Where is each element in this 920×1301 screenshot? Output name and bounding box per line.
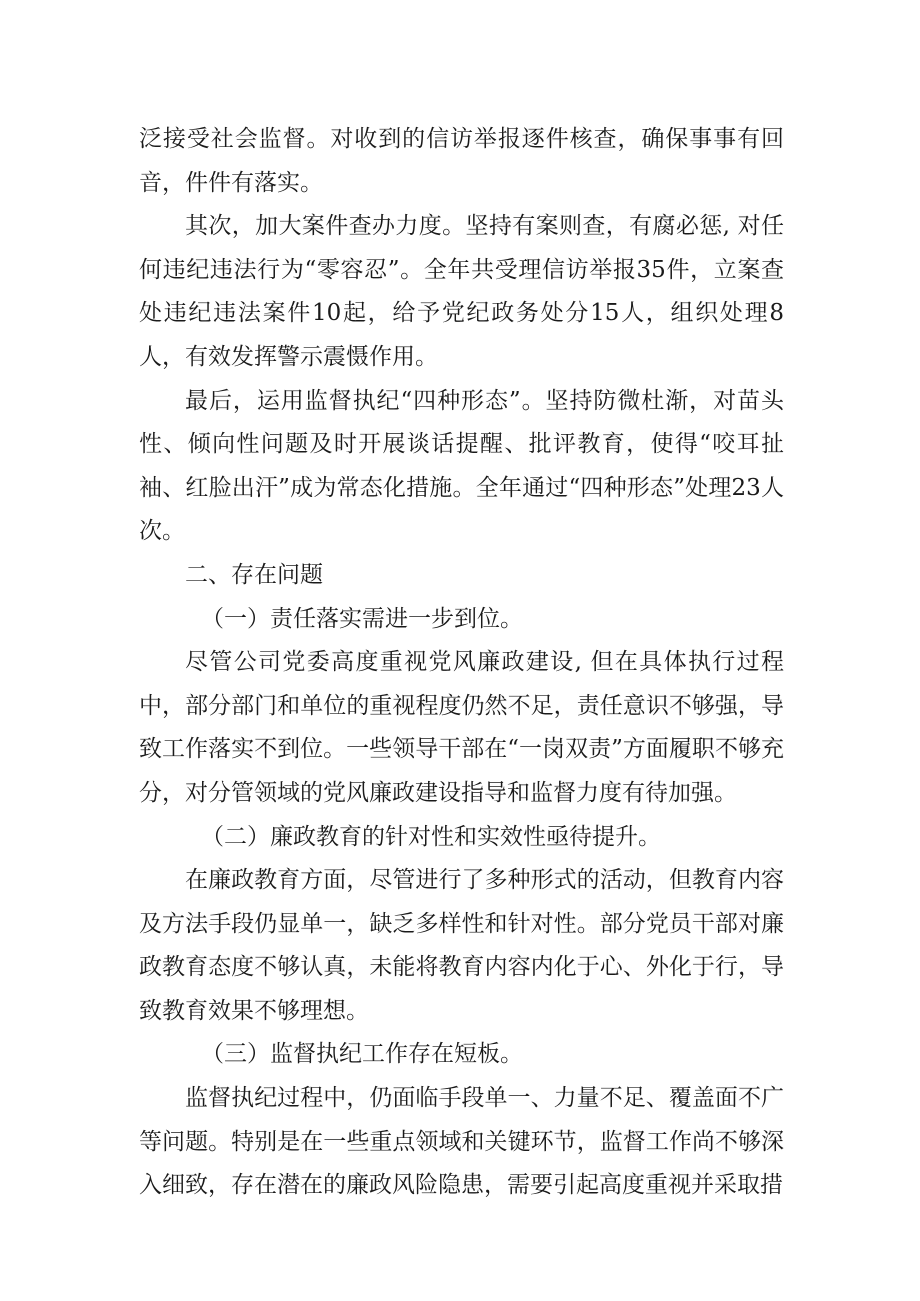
subheading-responsibility: （一）责任落实需进一步到位。 xyxy=(201,605,523,632)
subheading-education: （二）廉政教育的针对性和实效性亟待提升。 xyxy=(201,823,661,850)
paragraph-supervision: 监督执纪过程中，仍面临手段单一、力量不足、覆盖面不广等问题。特别是在一些重点领域和关键环节，监督工作尚不够深入细致，存在潜在的廉政风险隐患，需要引起高度重视并采取措 xyxy=(139,1085,784,1199)
paragraph-four-forms: 最后，运用监督执纪“四种形态”。坚持防微杜渐，对苗头性、倾向性问题及时开展谈话提醒、批评教育，使得“咬耳扯袖、红脸出汗”成为常态化措施。全年通过“四种形态”处理23人次。 xyxy=(139,387,784,545)
paragraph-education: 在廉政教育方面，尽管进行了多种形式的活动，但教育内容及方法手段仍显单一，缺乏多样性和针对性。部分党员干部对廉政教育态度不够认真，未能将教育内容内化于心、外化于行，导致教育效果不够理想。 xyxy=(139,867,784,1024)
section-heading-problems: 二、存在问题 xyxy=(185,561,323,588)
paragraph-continuation: 泛接受社会监督。对收到的信访举报逐件核查，确保事事有回音，件件有落实。 xyxy=(139,126,784,196)
subheading-supervision: （三）监督执纪工作存在短板。 xyxy=(201,1041,523,1068)
paragraph-responsibility: 尽管公司党委高度重视党风廉政建设, 但在具体执行过程中，部分部门和单位的重视程度仍然不足，责任意识不够强，导致工作落实不到位。一些领导干部在“一岗双责”方面履职不够充分，对分管领域的党风廉政建设指导和监督力度有待加强。 xyxy=(139,649,784,806)
document-body xyxy=(139,118,784,1208)
paragraph-case-handling: 其次，加大案件查办力度。坚持有案则查，有腐必惩, 对任何违纪违法行为“零容忍”。全年共受理信访举报35件，立案查处违纪违法案件10起，给予党纪政务处分15人，组织处理8人，有效发挥警示震慑作用。 xyxy=(139,213,784,370)
